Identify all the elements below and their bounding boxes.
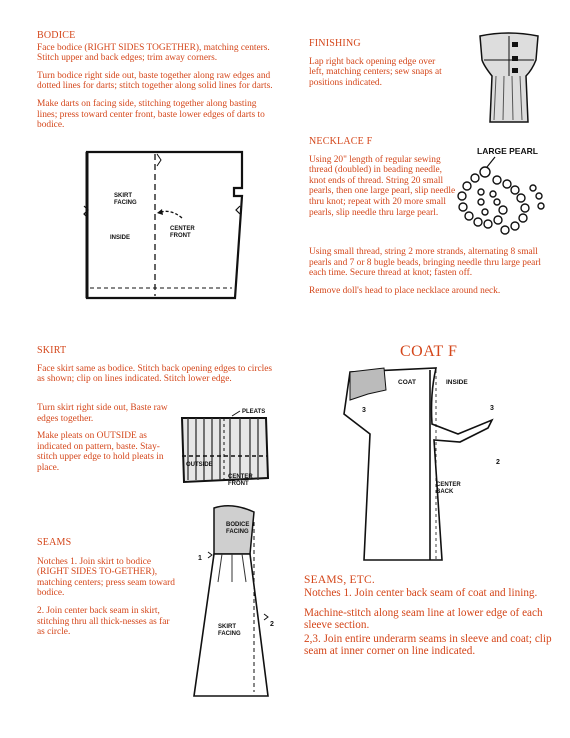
- seams-step-1: Notches 1. Join skirt to bodice (RIGHT SIDES TO-GETHER), matching centers; press seam toward bodice.: [37, 556, 175, 599]
- finishing-section: [309, 39, 444, 95]
- skirt-section: [37, 346, 277, 392]
- necklace-step-1: Using 20" length of regular sewing thread (doubled) in beading needle, knot ends of thread. String 20 small pearls, then one large pearl, slip needle thru knot; repeat with 20 more small pearls, slip needle thru large pearl.: [309, 154, 456, 218]
- large-pearl-label: LARGE PEARL: [477, 146, 538, 156]
- dress-diagram: [192, 502, 282, 702]
- coat-inside-label: INSIDE: [446, 379, 468, 386]
- bodice-inside-label: INSIDE: [110, 235, 131, 241]
- necklace-step-2: Using small thread, string 2 more strands, alternating 8 small pearls and 7 or 8 bugle beads, bringing needle thru large pearl each time. Secure thread at knot; fasten off.: [309, 247, 542, 279]
- bodice-step-2: Turn bodice right side out, baste together along raw edges and dotted lines for darts; stitch together along solid lines for darts.: [37, 70, 273, 92]
- skirt-diagram: [180, 402, 290, 494]
- bodice-heading: BODICE: [37, 30, 76, 41]
- seams-heading: SEAMS: [37, 537, 72, 548]
- pleats-label: PLEATS: [242, 409, 266, 415]
- coat-title: COAT F: [400, 343, 458, 360]
- seams-etc-section: [304, 574, 554, 664]
- skirt-step-2: Turn skirt right side out, Baste raw edges together.: [37, 403, 168, 424]
- skirt-step-3: Make pleats on OUTSIDE as indicated on pattern, baste. Stay-stitch upper edge to hold pleats in place.: [37, 431, 164, 473]
- skirt-outside-label: OUTSIDE: [186, 462, 213, 468]
- necklace-section: [309, 137, 459, 225]
- bodice-center-front-label: CENTER FRONT: [170, 226, 195, 239]
- bodice-finished-illustration: [476, 30, 542, 126]
- coat-diagram: [340, 364, 510, 566]
- bodice-skirt-facing-label: SKIRT FACING: [114, 193, 137, 206]
- seams-etc-step-2: Machine-stitch along seam line at lower edge of each sleeve section.: [304, 606, 543, 632]
- notch-1-label: 1: [198, 555, 202, 562]
- bodice-section: [37, 31, 277, 138]
- notch-2-label: 2: [270, 621, 274, 628]
- skirt-section-cont: [37, 403, 177, 481]
- necklace-section-cont: [309, 247, 545, 303]
- necklace-illustration: [453, 142, 553, 238]
- skirt-heading: SKIRT: [37, 345, 67, 356]
- seams-step-2: 2. Join center back seam in skirt, stitching thru all thick-nesses as far as circle.: [37, 605, 170, 638]
- bodice-facing-label: BODICE FACING: [226, 522, 250, 535]
- necklace-heading: NECKLACE F: [309, 136, 373, 147]
- dress-skirt-facing-label: SKIRT FACING: [218, 624, 241, 637]
- finishing-step-1: Lap right back opening edge over left, matching centers; sew snaps at positions indicated.: [309, 56, 442, 88]
- skirt-center-front-label: CENTER FRONT: [228, 474, 253, 487]
- coat-notch-3b-label: 3: [490, 405, 494, 412]
- seams-etc-step-3: 2,3. Join entire underarm seams in sleeve and coat; clip seam at inner corner on line indicated.: [304, 632, 552, 658]
- coat-notch-2-label: 2: [496, 459, 500, 466]
- skirt-step-1: Face skirt same as bodice. Stitch back opening edges to circles as shown; clip on lines indicated. Stitch lower edge.: [37, 363, 273, 385]
- seams-etc-heading: SEAMS, ETC.: [304, 574, 375, 586]
- coat-notch-3a-label: 3: [362, 407, 366, 414]
- bodice-step-1: Face bodice (RIGHT SIDES TOGETHER), matching centers. Stitch upper and back edges; trim away corners.: [37, 42, 270, 64]
- coat-label: COAT: [398, 379, 416, 386]
- seams-section: [37, 538, 177, 645]
- finishing-heading: FINISHING: [309, 38, 361, 49]
- seams-etc-step-1: Notches 1. Join center back seam of coat and lining.: [304, 587, 538, 600]
- bodice-step-3: Make darts on facing side, stitching together along basting lines; press toward center front, baste lower edges of darts to bodice.: [37, 98, 265, 131]
- bodice-diagram: [82, 148, 242, 304]
- coat-center-back-label: CENTER BACK: [436, 482, 461, 495]
- necklace-step-3: Remove doll's head to place necklace around neck.: [309, 285, 501, 296]
